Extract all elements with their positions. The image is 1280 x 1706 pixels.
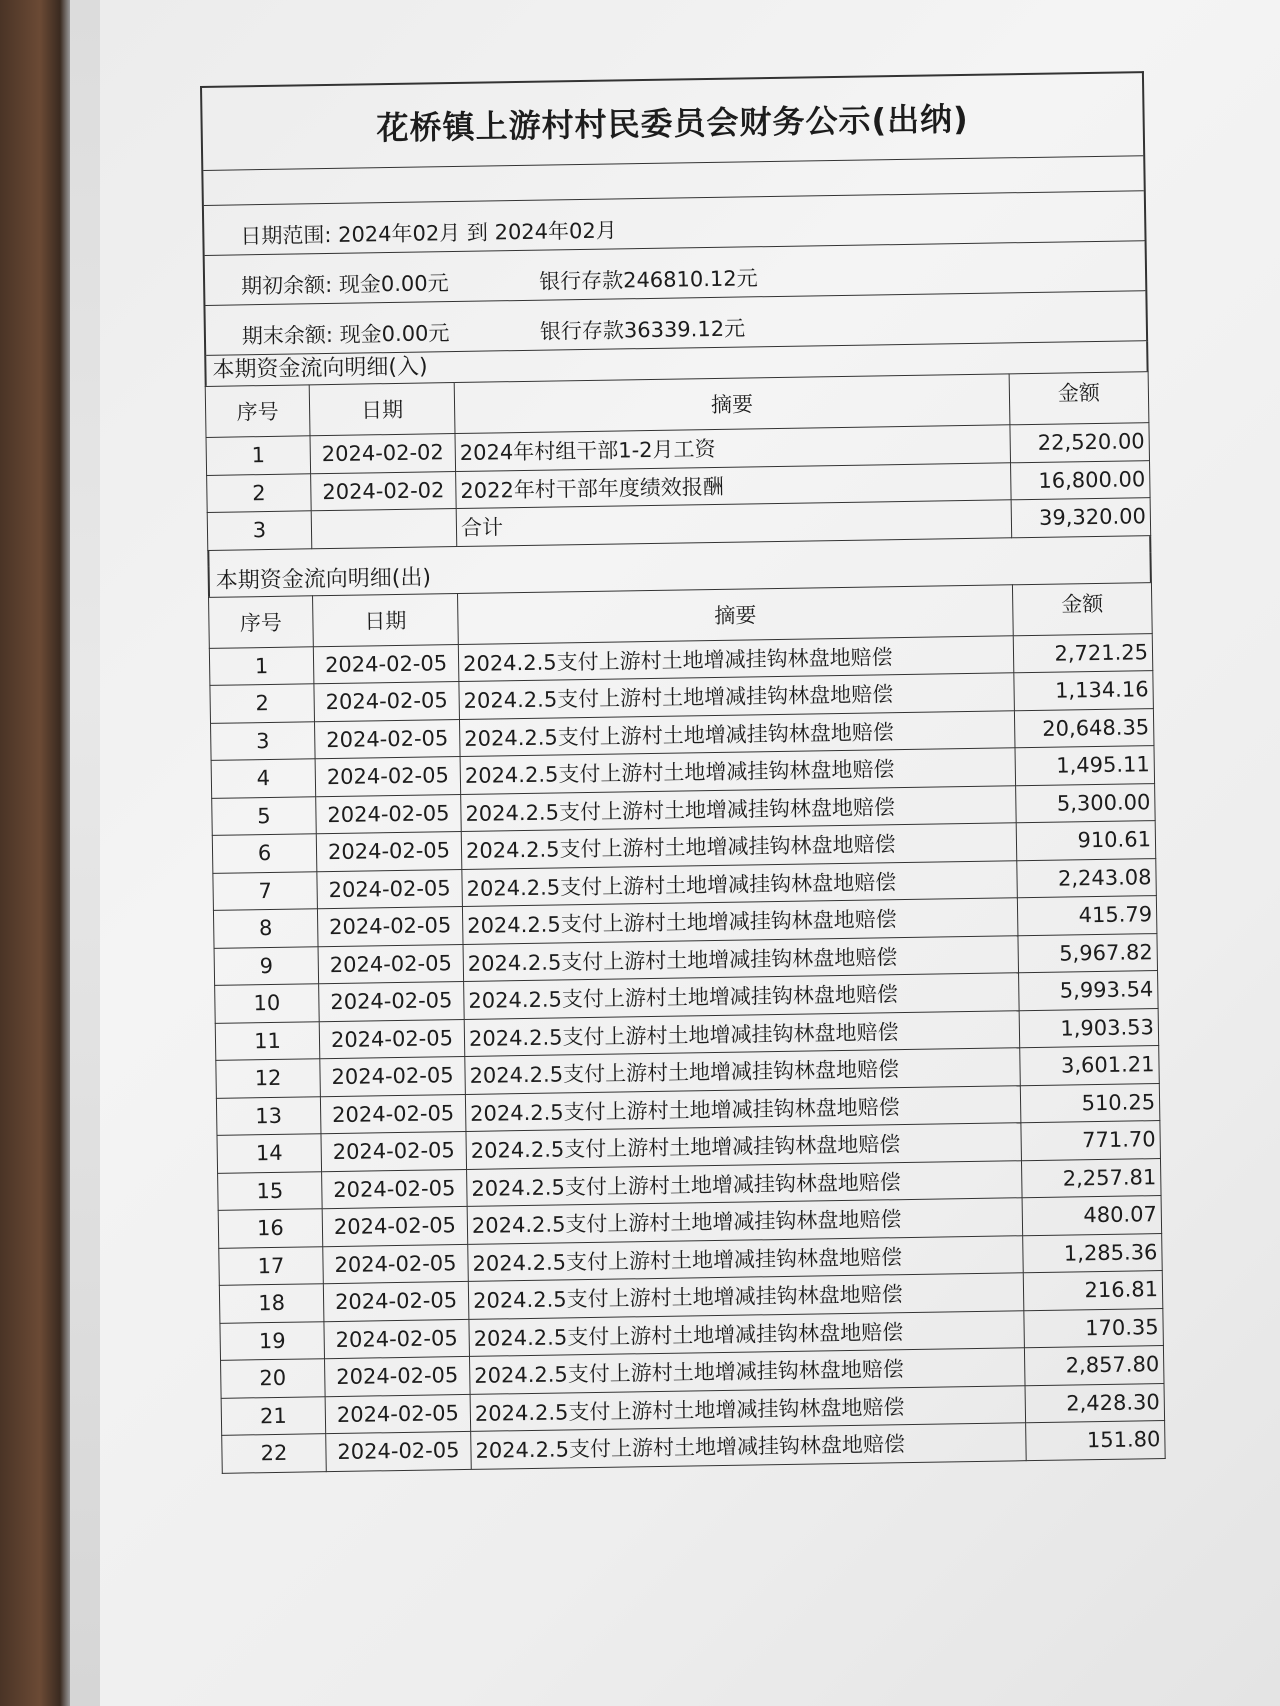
expense-table [208,582,1166,1474]
document-title: 花桥镇上游村村民委员会财务公示(出纳) [202,73,1143,171]
row-no: 7 [213,871,318,910]
row-amount: 16,800.00 [1011,460,1151,500]
row-amount: 510.25 [1020,1083,1160,1123]
row-amount: 910.61 [1016,821,1156,861]
row-no: 22 [222,1434,327,1473]
row-no: 11 [215,1021,320,1060]
row-amount: 1,285.36 [1023,1233,1163,1273]
row-amount: 2,857.80 [1024,1346,1164,1386]
row-desc: 2024年村组干部1-2月工资 [455,425,1011,471]
row-desc: 2024.2.5支付上游村土地增减挂钩林盘地赔偿 [463,935,1019,981]
row-no: 4 [211,759,316,798]
row-no: 1 [206,436,311,475]
row-no: 19 [220,1321,325,1360]
row-date: 2024-02-05 [319,1019,465,1059]
income-section-title: 本期资金流向明细(入) [204,341,1148,386]
income-table [205,371,1151,550]
row-amount: 1,903.53 [1019,1008,1159,1048]
header-desc: 摘要 [457,584,1013,644]
header-amount: 金额 [1012,582,1152,635]
header-desc: 摘要 [454,374,1010,434]
row-amount: 771.70 [1021,1121,1161,1161]
row-date: 2024-02-05 [323,1244,469,1284]
row-desc: 2024.2.5支付上游村土地增减挂钩林盘地赔偿 [458,635,1014,681]
row-date: 2024-02-05 [326,1431,472,1471]
row-no: 15 [218,1171,323,1210]
row-desc: 2022年村干部年度绩效报酬 [456,462,1012,508]
opening-bank: 银行存款246810.12元 [538,266,758,294]
date-range: 日期范围: 2024年02月 到 2024年02月 [240,218,617,249]
row-desc: 2024.2.5支付上游村土地增减挂钩林盘地赔偿 [462,898,1018,944]
row-date: 2024-02-05 [317,906,463,946]
row-date [311,509,457,549]
row-amount: 1,134.16 [1014,671,1154,711]
closing-bank: 银行存款36339.12元 [539,316,746,344]
row-date: 2024-02-05 [317,869,463,909]
row-no: 1 [209,646,314,685]
header-no: 序号 [209,595,314,648]
row-amount: 170.35 [1024,1308,1164,1348]
header-date: 日期 [313,593,459,646]
row-amount: 3,601.21 [1020,1046,1160,1086]
row-amount: 151.80 [1026,1421,1166,1461]
row-no: 18 [219,1284,324,1323]
row-desc: 2024.2.5支付上游村土地增减挂钩林盘地赔偿 [468,1273,1024,1319]
row-desc: 2024.2.5支付上游村土地增减挂钩林盘地赔偿 [459,673,1015,719]
row-no: 17 [219,1246,324,1285]
row-no: 6 [212,834,317,873]
closing-cash: 期末余额: 现金0.00元 [241,321,450,349]
row-no: 9 [214,946,319,985]
row-amount: 1,495.11 [1015,746,1155,786]
row-date: 2024-02-05 [313,644,459,684]
row-desc: 2024.2.5支付上游村土地增减挂钩林盘地赔偿 [469,1348,1025,1394]
row-date: 2024-02-05 [321,1131,467,1171]
row-amount: 5,967.82 [1018,933,1158,973]
row-desc: 2024.2.5支付上游村土地增减挂钩林盘地赔偿 [468,1235,1024,1281]
row-date: 2024-02-05 [320,1056,466,1096]
row-desc: 2024.2.5支付上游村土地增减挂钩林盘地赔偿 [466,1123,1022,1169]
row-date: 2024-02-05 [314,719,460,759]
row-date: 2024-02-05 [318,944,464,984]
row-desc: 2024.2.5支付上游村土地增减挂钩林盘地赔偿 [464,973,1020,1019]
row-no: 13 [216,1096,321,1135]
row-desc: 2024.2.5支付上游村土地增减挂钩林盘地赔偿 [467,1160,1023,1206]
row-desc: 2024.2.5支付上游村土地增减挂钩林盘地赔偿 [471,1423,1027,1469]
row-no: 5 [212,796,317,835]
row-date: 2024-02-05 [324,1319,470,1359]
row-no: 21 [221,1396,326,1435]
row-desc: 2024.2.5支付上游村土地增减挂钩林盘地赔偿 [462,860,1018,906]
row-amount: 216.81 [1023,1271,1163,1311]
row-desc: 2024.2.5支付上游村土地增减挂钩林盘地赔偿 [459,710,1015,756]
row-date: 2024-02-05 [323,1281,469,1321]
row-no: 10 [215,984,320,1023]
row-no: 3 [207,511,312,550]
row-desc: 2024.2.5支付上游村土地增减挂钩林盘地赔偿 [465,1085,1021,1131]
row-amount: 2,257.81 [1021,1158,1161,1198]
row-amount: 5,993.54 [1019,971,1159,1011]
row-no: 2 [207,473,312,512]
row-date: 2024-02-02 [310,434,456,474]
row-date: 2024-02-05 [320,1094,466,1134]
notice-header [200,71,1148,356]
row-date: 2024-02-05 [316,831,462,871]
opening-cash: 期初余额: 现金0.00元 [240,271,449,299]
row-date: 2024-02-05 [315,756,461,796]
row-amount: 39,320.00 [1011,498,1151,538]
row-amount: 480.07 [1022,1196,1162,1236]
row-no: 14 [217,1134,322,1173]
row-no: 8 [213,909,318,948]
row-desc: 合计 [456,500,1012,546]
row-amount: 22,520.00 [1010,423,1150,463]
row-no: 2 [210,684,315,723]
header-date: 日期 [309,383,455,436]
row-date: 2024-02-05 [322,1206,468,1246]
row-no: 12 [216,1059,321,1098]
row-date: 2024-02-05 [319,981,465,1021]
row-date: 2024-02-05 [316,794,462,834]
row-amount: 2,243.08 [1017,858,1157,898]
header-amount: 金额 [1009,372,1149,425]
row-desc: 2024.2.5支付上游村土地增减挂钩林盘地赔偿 [470,1385,1026,1431]
row-date: 2024-02-05 [325,1356,471,1396]
header-no: 序号 [205,385,310,438]
row-desc: 2024.2.5支付上游村土地增减挂钩林盘地赔偿 [461,823,1017,869]
row-no: 20 [221,1359,326,1398]
row-no: 16 [218,1209,323,1248]
row-amount: 2,721.25 [1013,633,1153,673]
row-desc: 2024.2.5支付上游村土地增减挂钩林盘地赔偿 [469,1310,1025,1356]
finance-notice [200,71,1166,1473]
row-date: 2024-02-02 [311,471,457,511]
row-date: 2024-02-05 [322,1169,468,1209]
row-date: 2024-02-05 [325,1394,471,1434]
row-amount: 415.79 [1017,896,1157,936]
income-rows [206,423,1151,550]
row-desc: 2024.2.5支付上游村土地增减挂钩林盘地赔偿 [460,748,1016,794]
row-desc: 2024.2.5支付上游村土地增减挂钩林盘地赔偿 [465,1048,1021,1094]
row-desc: 2024.2.5支付上游村土地增减挂钩林盘地赔偿 [464,1010,1020,1056]
row-amount: 20,648.35 [1014,708,1154,748]
row-amount: 5,300.00 [1016,783,1156,823]
expense-section-title: 本期资金流向明细(出) [208,552,1152,597]
row-no: 3 [211,721,316,760]
row-date: 2024-02-05 [314,682,460,722]
row-amount: 2,428.30 [1025,1383,1165,1423]
expense-rows [209,633,1165,1473]
row-desc: 2024.2.5支付上游村土地增减挂钩林盘地赔偿 [467,1198,1023,1244]
row-desc: 2024.2.5支付上游村土地增减挂钩林盘地赔偿 [461,785,1017,831]
